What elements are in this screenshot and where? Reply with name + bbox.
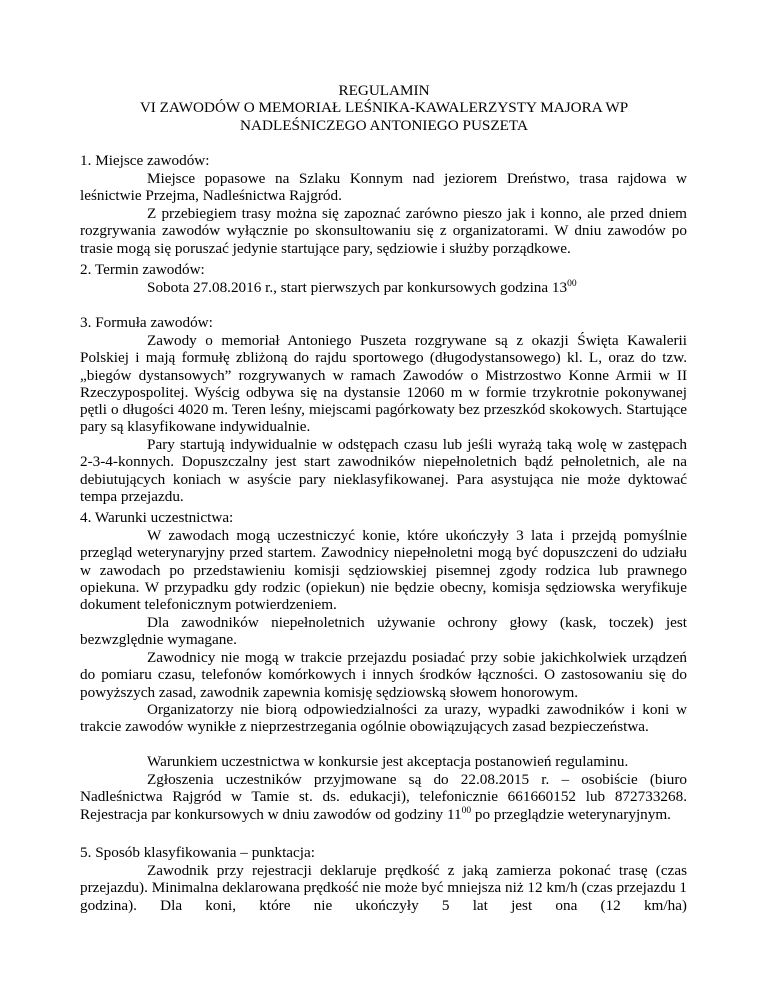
section-4-heading: 4. Warunki uczestnictwa: <box>80 509 234 526</box>
section-5-paragraph-1: Zawodnik przy rejestracji deklaruje prędkość z jaką zamierza pokonać trasę (czas przejazdu). Minimalna deklarowana prędkość nie może być mniejsza niż 12 km/h (czas przejazdu 1 godzina). Dla koni, które nie ukończyły 5 lat jest ona (12 km/ha) <box>80 862 687 914</box>
start-time-text: Sobota 27.08.2016 r., start pierwszych par konkursowych godzina 13 <box>147 279 568 296</box>
section-3-paragraph-2: Pary startują indywidualnie w odstępach czasu lub jeśli wyrażą taką wolę w zastępach 2-3-4-konnych. Dopuszczalny jest start zawodników niepełnoletnich bądź pełnoletnich, ale na debiutujących koniach w asyście pary nieklasyfikowanej. Para asystująca nie może dyktować tempa przejazdu. <box>80 436 687 505</box>
section-4-paragraph-4: Organizatorzy nie biorą odpowiedzialności za urazy, wypadki zawodników i koni w trakcie zawodów wynikłe z nieprzestrzegania ogólnie obowiązujących zasad bezpieczeństwa. <box>80 701 687 736</box>
section-5-heading: 5. Sposób klasyfikowania – punktacja: <box>80 844 315 861</box>
section-4-paragraph-2: Dla zawodników niepełnoletnich używanie ochrony głowy (kask, toczek) jest bezwzględnie wymagane. <box>80 614 687 649</box>
section-1-paragraph-2: Z przebiegiem trasy można się zapoznać zarówno pieszo jak i konno, ale przed dniem rozgrywania zawodów wyłącznie po skonsultowaniu się z organizatorami. W dniu zawodów po trasie mogą się poruszać jedynie startujące pary, sędziowie i służby porządkowe. <box>80 205 687 257</box>
registration-text: Zgłoszenia uczestników przyjmowane są do 22.08.2015 r. – osobiście (biuro Nadleśnictwa Rajgród w Tamie st. ds. edukacji), telefonicznie 661660152 lub 872733268. Rejestracja par konkursowych w dniu zawodów od godziny 11 <box>80 771 687 823</box>
section-4-paragraph-6 <box>80 771 687 823</box>
section-3-paragraph-1: Zawody o memoriał Antoniego Puszeta rozgrywane są z okazji Święta Kawalerii Polskiej i mają formułę zbliżoną do rajdu sportowego (długodystansowego) kl. L, oraz do tzw. „biegów dystansowych” rozgrywanych w ramach Zawodów o Mistrzostwo Konne Armii w II Rzeczypospolitej. Wyścig odbywa się na dystansie 12060 m w formie trzykrotnie pokonywanej pętli o długości 4020 m. Teren leśny, miejscami pagórkowaty bez przeszkód skokowych. Startujące pary są klasyfikowane indywidualnie. <box>80 332 687 436</box>
section-2-heading: 2. Termin zawodów: <box>80 261 205 278</box>
section-4-paragraph-5: Warunkiem uczestnictwa w konkursie jest akceptacja postanowień regulaminu. <box>147 753 629 770</box>
registration-text-tail: po przeglądzie weterynaryjnym. <box>471 805 671 823</box>
section-2-paragraph-1 <box>80 279 687 296</box>
section-4-paragraph-1: W zawodach mogą uczestniczyć konie, które ukończyły 3 lata i przejdą pomyślnie przegląd weterynaryjny przed startem. Zawodnicy niepełnoletni mogą być dopuszczeni do udziału w zawodach po przedstawieniu komisji sędziowskiej pisemnej zgody rodzica lub prawnego opiekuna. W przypadku gdy rodzic (opiekun) nie będzie obecny, komisja sędziowska weryfikuje dokument telefonicznym potwierdzeniem. <box>80 527 687 614</box>
document-subtitle-2: NADLEŚNICZEGO ANTONIEGO PUSZETA <box>240 117 528 134</box>
section-4-paragraph-3: Zawodnicy nie mogą w trakcie przejazdu posiadać przy sobie jakichkolwiek urządzeń do pomiaru czasu, telefonów komórkowych i innych środków łączności. O zastosowaniu się do powyższych zasad, zawodnik zapewnia komisję sędziowską słowem honorowym. <box>80 649 687 701</box>
document-title: REGULAMIN <box>338 82 430 99</box>
registration-time-superscript: 00 <box>461 805 472 816</box>
start-time-superscript: 00 <box>567 278 577 289</box>
section-1-paragraph-1: Miejsce popasowe na Szlaku Konnym nad jeziorem Dreństwo, trasa rajdowa w leśnictwie Przejma, Nadleśnictwa Rajgród. <box>80 170 687 205</box>
document-subtitle: VI ZAWODÓW O MEMORIAŁ LEŚNIKA-KAWALERZYSTY MAJORA WP <box>139 99 629 116</box>
section-3-heading: 3. Formuła zawodów: <box>80 314 213 331</box>
section-1-heading: 1. Miejsce zawodów: <box>80 152 210 169</box>
